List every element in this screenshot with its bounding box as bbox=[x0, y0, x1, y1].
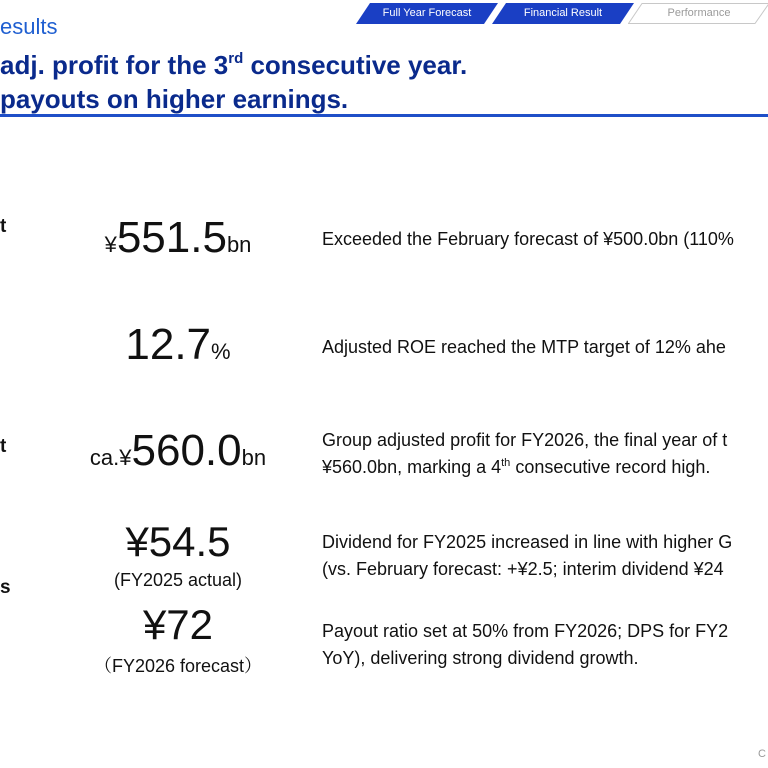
metric-description: Group adjusted profit for FY2026, the final year of t ¥560.0bn, marking a 4th consecutive record high. bbox=[322, 430, 728, 477]
metric-description: Dividend for FY2025 increased in line with higher G (vs. February forecast: +¥2.5; interim dividend ¥24 bbox=[322, 532, 733, 579]
nav-tabs bbox=[356, 3, 768, 24]
tab-label: Performance bbox=[667, 7, 731, 19]
metric-dps-fy2026-value: ¥72 bbox=[142, 601, 214, 648]
page-mark: C bbox=[758, 748, 766, 760]
row-label-fragment: t bbox=[0, 436, 7, 457]
section-title: esults bbox=[0, 14, 58, 39]
metric-description: Adjusted ROE reached the MTP target of 12% ahe bbox=[322, 337, 726, 357]
tab-performance[interactable] bbox=[628, 3, 768, 24]
metric-dps-fy2025-value: ¥54.5 bbox=[125, 518, 231, 565]
metric-description: Payout ratio set at 50% from FY2026; DPS for FY2 YoY), delivering strong dividend growth. bbox=[322, 621, 729, 668]
row-label-fragment: s bbox=[0, 577, 11, 598]
tab-full-year-forecast[interactable] bbox=[356, 3, 498, 24]
metric-note: （FY2026 forecast） bbox=[93, 656, 263, 676]
row-label-fragment: t bbox=[0, 216, 7, 237]
tab-financial-result[interactable] bbox=[492, 3, 634, 24]
metric-adjusted-profit-value: ¥551.5bn bbox=[104, 213, 252, 262]
tab-label: Financial Result bbox=[523, 7, 603, 19]
header-rule bbox=[0, 114, 768, 117]
headline-line-2: payouts on higher earnings. bbox=[0, 84, 349, 114]
metric-roe-value: 12.7% bbox=[125, 320, 231, 369]
tab-label: Full Year Forecast bbox=[382, 7, 472, 19]
metric-fy2026-profit-value: ca.¥560.0bn bbox=[89, 426, 267, 475]
metric-description: Exceeded the February forecast of ¥500.0bn (110% bbox=[322, 229, 734, 249]
metric-note: (FY2025 actual) bbox=[113, 570, 243, 590]
headline-line-1: adj. profit for the 3rd consecutive year. bbox=[0, 50, 468, 80]
